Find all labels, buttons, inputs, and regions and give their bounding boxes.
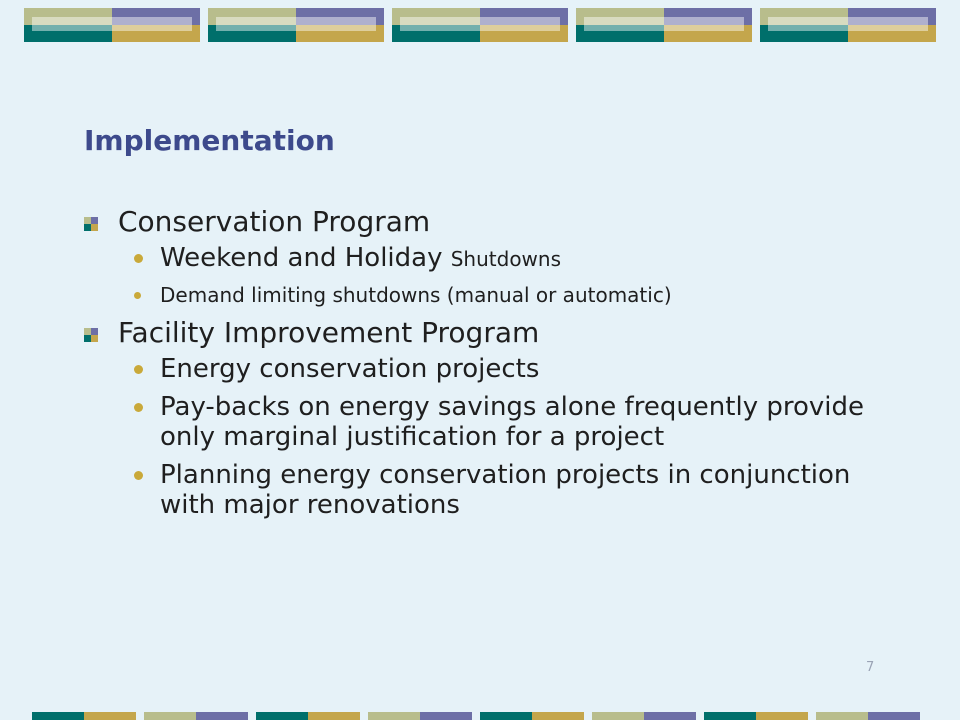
band-tile: [392, 8, 568, 42]
bullet-dot-icon: [134, 254, 143, 263]
slide-content: [84, 205, 884, 528]
list-item: [84, 243, 884, 274]
band-tile: [208, 8, 384, 42]
list-item-text: Energy conservation projects: [160, 354, 540, 384]
bottom-decorative-band: [32, 712, 960, 720]
bullet-dot-icon: [134, 403, 143, 412]
section-heading-text: Facility Improvement Program: [118, 316, 540, 349]
list-item-text: Pay-backs on energy savings alone frequently provide only marginal justification for a project: [160, 392, 864, 452]
page-number: 7: [866, 660, 875, 675]
list-item: [84, 460, 884, 520]
bullet-dot-icon: [134, 365, 143, 374]
quad-bullet-icon: [84, 217, 98, 231]
bullet-dot-icon: [134, 471, 143, 480]
list-item: [84, 392, 884, 452]
list-item-text: Demand limiting shutdowns (manual or automatic): [160, 283, 672, 307]
band-tile: [760, 8, 936, 42]
slide-title: Implementation: [84, 124, 335, 157]
quad-bullet-icon: [84, 328, 98, 342]
list-item-text: Planning energy conservation projects in conjunction with major renovations: [160, 460, 851, 520]
section-heading: [84, 205, 884, 239]
top-decorative-band: [24, 8, 936, 42]
bullet-dot-icon: [134, 292, 141, 299]
band-tile: [576, 8, 752, 42]
list-item: [84, 282, 884, 308]
list-item: [84, 354, 884, 384]
list-item-text: Weekend and Holiday: [160, 243, 451, 273]
section-heading: [84, 316, 884, 350]
band-tile: [24, 8, 200, 42]
list-item-suffix: Shutdowns: [450, 247, 562, 271]
section-heading-text: Conservation Program: [118, 205, 431, 238]
